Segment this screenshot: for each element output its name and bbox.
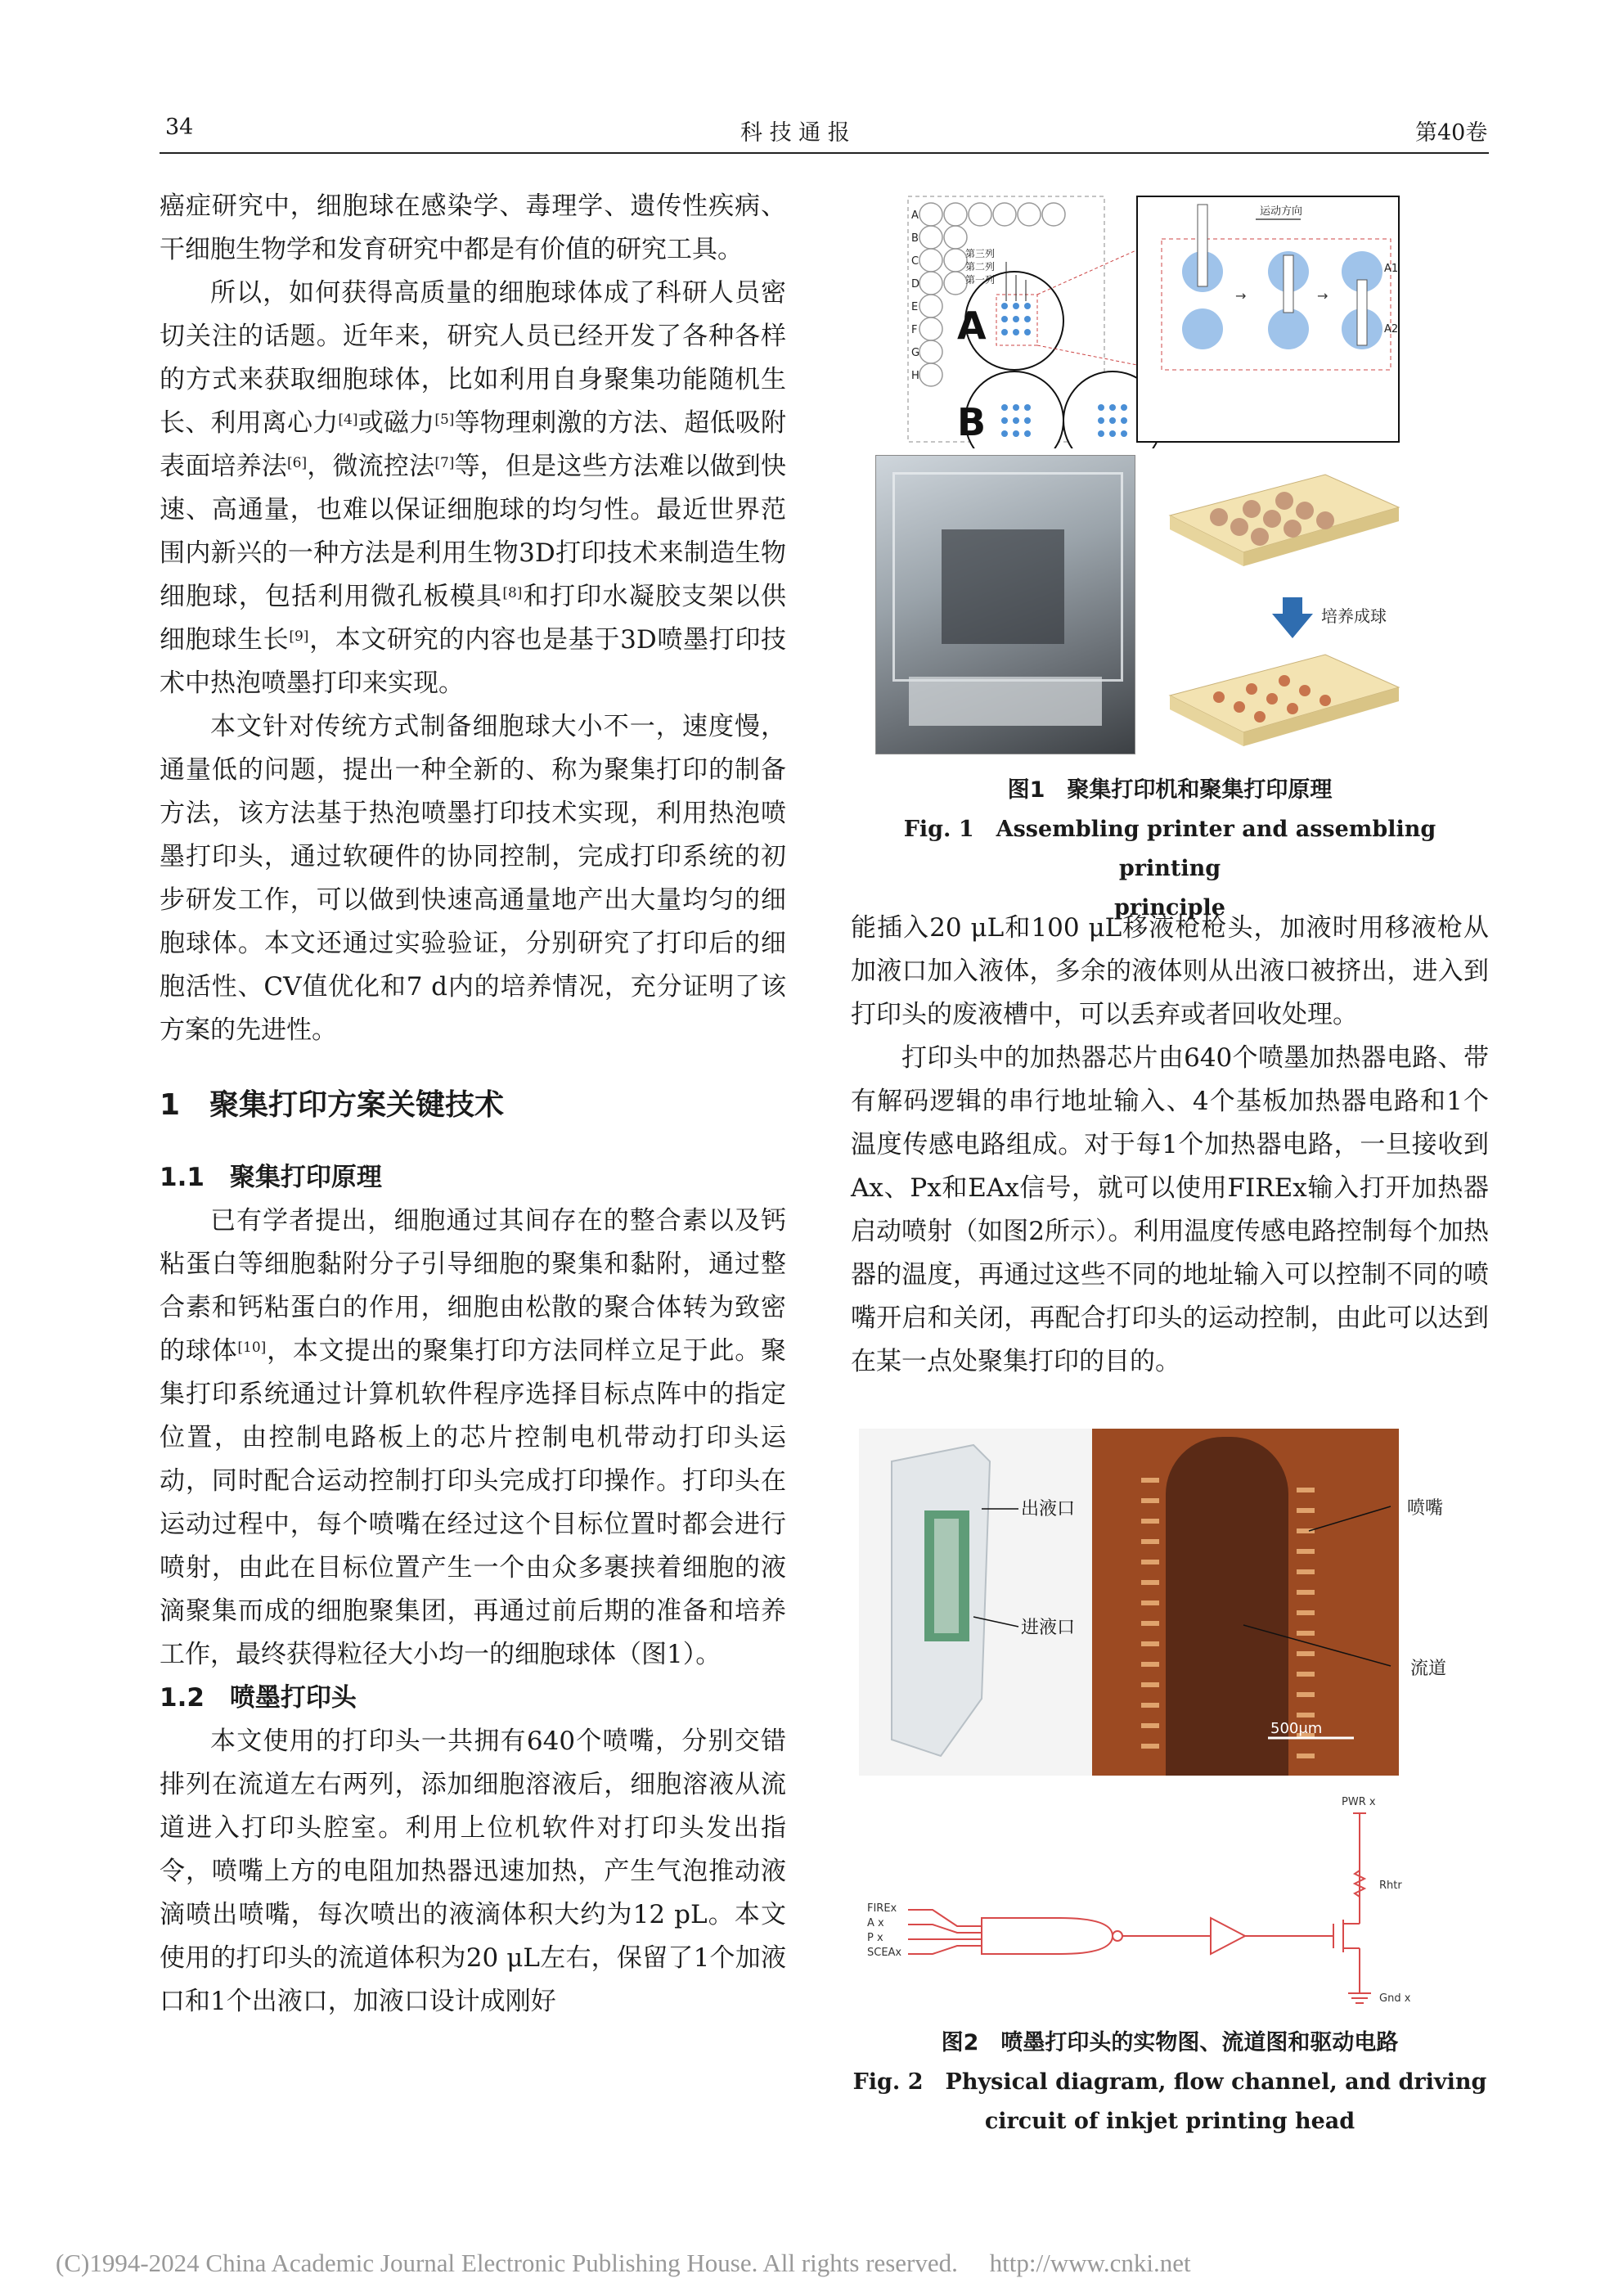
motion-direction-label: 运动方向 bbox=[1260, 205, 1303, 218]
column-label: 第一列 bbox=[965, 274, 996, 286]
ground-label: Gnd x bbox=[1379, 1992, 1411, 2005]
column-label: 第三列 bbox=[965, 248, 996, 259]
column-label: 第二列 bbox=[965, 261, 996, 272]
figure2-caption bbox=[851, 2024, 1489, 2141]
caption-cn: 图2 喷墨打印头的实物图、流道图和驱动电路 bbox=[941, 2030, 1399, 2055]
row-label: C bbox=[911, 255, 919, 268]
outlet-label: 出液口 bbox=[1021, 1499, 1076, 1519]
inlet-label: 进液口 bbox=[1021, 1618, 1076, 1638]
well-a1-label: A1 bbox=[1384, 263, 1399, 275]
section-heading: 1 聚集打印方案关键技术 bbox=[160, 1088, 505, 1122]
circuit-input-label: FIREx bbox=[867, 1902, 897, 1915]
circuit-input-label: SCEAx bbox=[867, 1947, 902, 1959]
paragraph: 本文使用的打印头一共拥有640个喷嘴，分别交错排列在流道左右两列，添加细胞溶液后，细胞溶液从流道进入打印头腔室。利用上位机软件对打印头发出指令，喷嘴上方的电阻加热器迅速加热，产生气泡推动液滴喷出喷嘴，每次喷出的液滴体积大约为12 pL。本文使用的打印头的流道体积为20 μL左右，保留了1个加液口和1个出液口，加液口设计成刚好 bbox=[160, 1727, 786, 2016]
svg-text:→: → bbox=[1317, 288, 1329, 304]
page-number: 34 bbox=[165, 115, 194, 140]
channel-label: 流道 bbox=[1410, 1659, 1447, 1679]
citation-ref[interactable]: [9] bbox=[289, 628, 309, 645]
citation-ref[interactable]: [7] bbox=[434, 455, 455, 471]
row-label: F bbox=[911, 324, 918, 336]
row-label: H bbox=[911, 370, 919, 382]
citation-ref[interactable]: [6] bbox=[287, 455, 308, 471]
paragraph: 本文针对传统方式制备细胞球大小不一，速度慢，通量低的问题，提出一种全新的、称为聚集打印的制备方法，该方法基于热泡喷墨打印技术实现，利用热泡喷墨打印头，通过软硬件的协同控制，完成打印系统的初步研发工作，可以做到快速高通量地产出大量均匀的细胞球体。本文还通过实验验证，分别研究了打印后的细胞活性、CV值优化和7 d内的培养情况，充分证明了该方案的先进性。 bbox=[160, 712, 786, 1045]
circuit-input-label: P x bbox=[867, 1932, 883, 1944]
left-column bbox=[160, 185, 786, 2024]
paragraph: 能插入20 μL和100 μL移液枪枪头，加液时用移液枪从加液口加入液体，多余的液体则从出液口被挤出，进入到打印头的废液槽中，可以丢弃或者回收处理。 bbox=[851, 913, 1489, 1029]
figure1-schematic bbox=[875, 190, 1407, 448]
culture-label: 培养成球 bbox=[1321, 606, 1387, 626]
well-label-a: A bbox=[957, 304, 987, 348]
caption-cn: 图1 聚集打印机和聚集打印原理 bbox=[1007, 777, 1333, 803]
paragraph: 打印头中的加热器芯片由640个喷墨加热器电路、带有解码逻辑的串行地址输入、4个基板加热器电路和1个温度传感电路组成。对于每1个加热器电路，一旦接收到Ax、Px和EAx信号，就可以使用FIREx输入打开加热器启动喷射（如图2所示）。利用温度传感电路控制每个加热器的温度，再通过这些不同的地址输入可以控制不同的喷嘴开启和关闭，再配合打印头的运动控制，由此可以达到在某一点处聚集打印的目的。 bbox=[851, 1043, 1489, 1376]
paragraph: 已有学者提出，细胞通过其间存在的整合素以及钙粘蛋白等细胞黏附分子引导细胞的聚集和黏附，通过整合素和钙粘蛋白的作用，细胞由松散的聚合体转为致密的球体[10]，本文提出的聚集打印方法同样立足于此。聚集打印系统通过计算机软件程序选择目标点阵中的指定位置，由控制电路板上的芯片控制电机带动打印头运动，同时配合运动控制打印头完成打印操作。打印头在运动过程中，每个喷嘴在经过这个目标位置时都会进行喷射，由此在目标位置产生一个由众多裹挟着细胞的液滴聚集而成的细胞聚集团，再通过前后期的准备和培养工作，最终获得粒径大小均一的细胞球体（图1）。 bbox=[160, 1206, 787, 1669]
right-column bbox=[851, 907, 1489, 1384]
well-label-b: B bbox=[957, 400, 987, 444]
driving-circuit bbox=[867, 1789, 1440, 2015]
row-label: E bbox=[911, 301, 919, 313]
journal-name: 科 技 通 报 bbox=[740, 120, 850, 146]
printer-photo bbox=[875, 455, 1135, 754]
caption-en: principle bbox=[1113, 895, 1225, 921]
copyright-footer: (C)1994-2024 China Academic Journal Electronic Publishing House. All rights reserved. http://www.cnki.net bbox=[56, 2249, 1191, 2277]
citation-ref[interactable]: [8] bbox=[502, 585, 523, 601]
nozzle-label: 喷嘴 bbox=[1407, 1498, 1444, 1519]
citation-ref[interactable]: [10] bbox=[237, 1339, 267, 1356]
subsection-heading: 1.2 喷墨打印头 bbox=[160, 1683, 357, 1713]
citation-ref[interactable]: [5] bbox=[434, 412, 455, 428]
subsection-heading: 1.1 聚集打印原理 bbox=[160, 1163, 382, 1192]
caption-en: Fig. 1 Assembling printer and assembling printing bbox=[903, 817, 1436, 881]
paragraph: 所以，如何获得高质量的细胞球体成了科研人员密切关注的话题。近年来，研究人员已经开发了各种各样的方式来获取细胞球体，比如利用自身聚集功能随机生长、利用离心力[4]或磁力[5]等物理刺激的方法、超低吸附表面培养法[6]，微流控法[7]等，但是这些方法难以做到快速、高通量，也难以保证细胞球的均匀性。最近世界范围内新兴的一种方法是利用生物3D打印技术来制造生物细胞球，包括利用微孔板模具[8]和打印水凝胶支架以供细胞球生长[9]，本文研究的内容也是基于3D喷墨打印技术中热泡喷墨打印来实现。 bbox=[160, 278, 787, 698]
row-label: A bbox=[911, 209, 919, 222]
volume-label: 第40卷 bbox=[1415, 120, 1488, 146]
figure1-caption bbox=[851, 771, 1489, 928]
resistor-label: Rhtr bbox=[1379, 1880, 1402, 1892]
printhead-photo bbox=[859, 1429, 1104, 1776]
caption-en: circuit of inkjet printing head bbox=[984, 2109, 1355, 2134]
circuit-input-label: A x bbox=[867, 1917, 884, 1929]
row-label: D bbox=[911, 278, 920, 290]
culture-diagram bbox=[1162, 458, 1407, 753]
well-a2-label: A2 bbox=[1384, 323, 1399, 335]
caption-en: Fig. 2 Physical diagram, flow channel, and driving bbox=[852, 2069, 1487, 2095]
header-rule bbox=[160, 152, 1489, 154]
pwr-label: PWR x bbox=[1342, 1796, 1376, 1808]
row-label: B bbox=[911, 232, 919, 245]
row-label: G bbox=[911, 347, 920, 359]
scale-bar-label: 500μm bbox=[1270, 1720, 1323, 1737]
paragraph: 癌症研究中，细胞球在感染学、毒理学、遗传性疾病、干细胞生物学和发育研究中都是有价值的研究工具。 bbox=[160, 191, 786, 264]
citation-ref[interactable]: [4] bbox=[338, 412, 358, 428]
svg-text:→: → bbox=[1235, 288, 1247, 304]
flow-channel-micrograph bbox=[1092, 1429, 1399, 1776]
